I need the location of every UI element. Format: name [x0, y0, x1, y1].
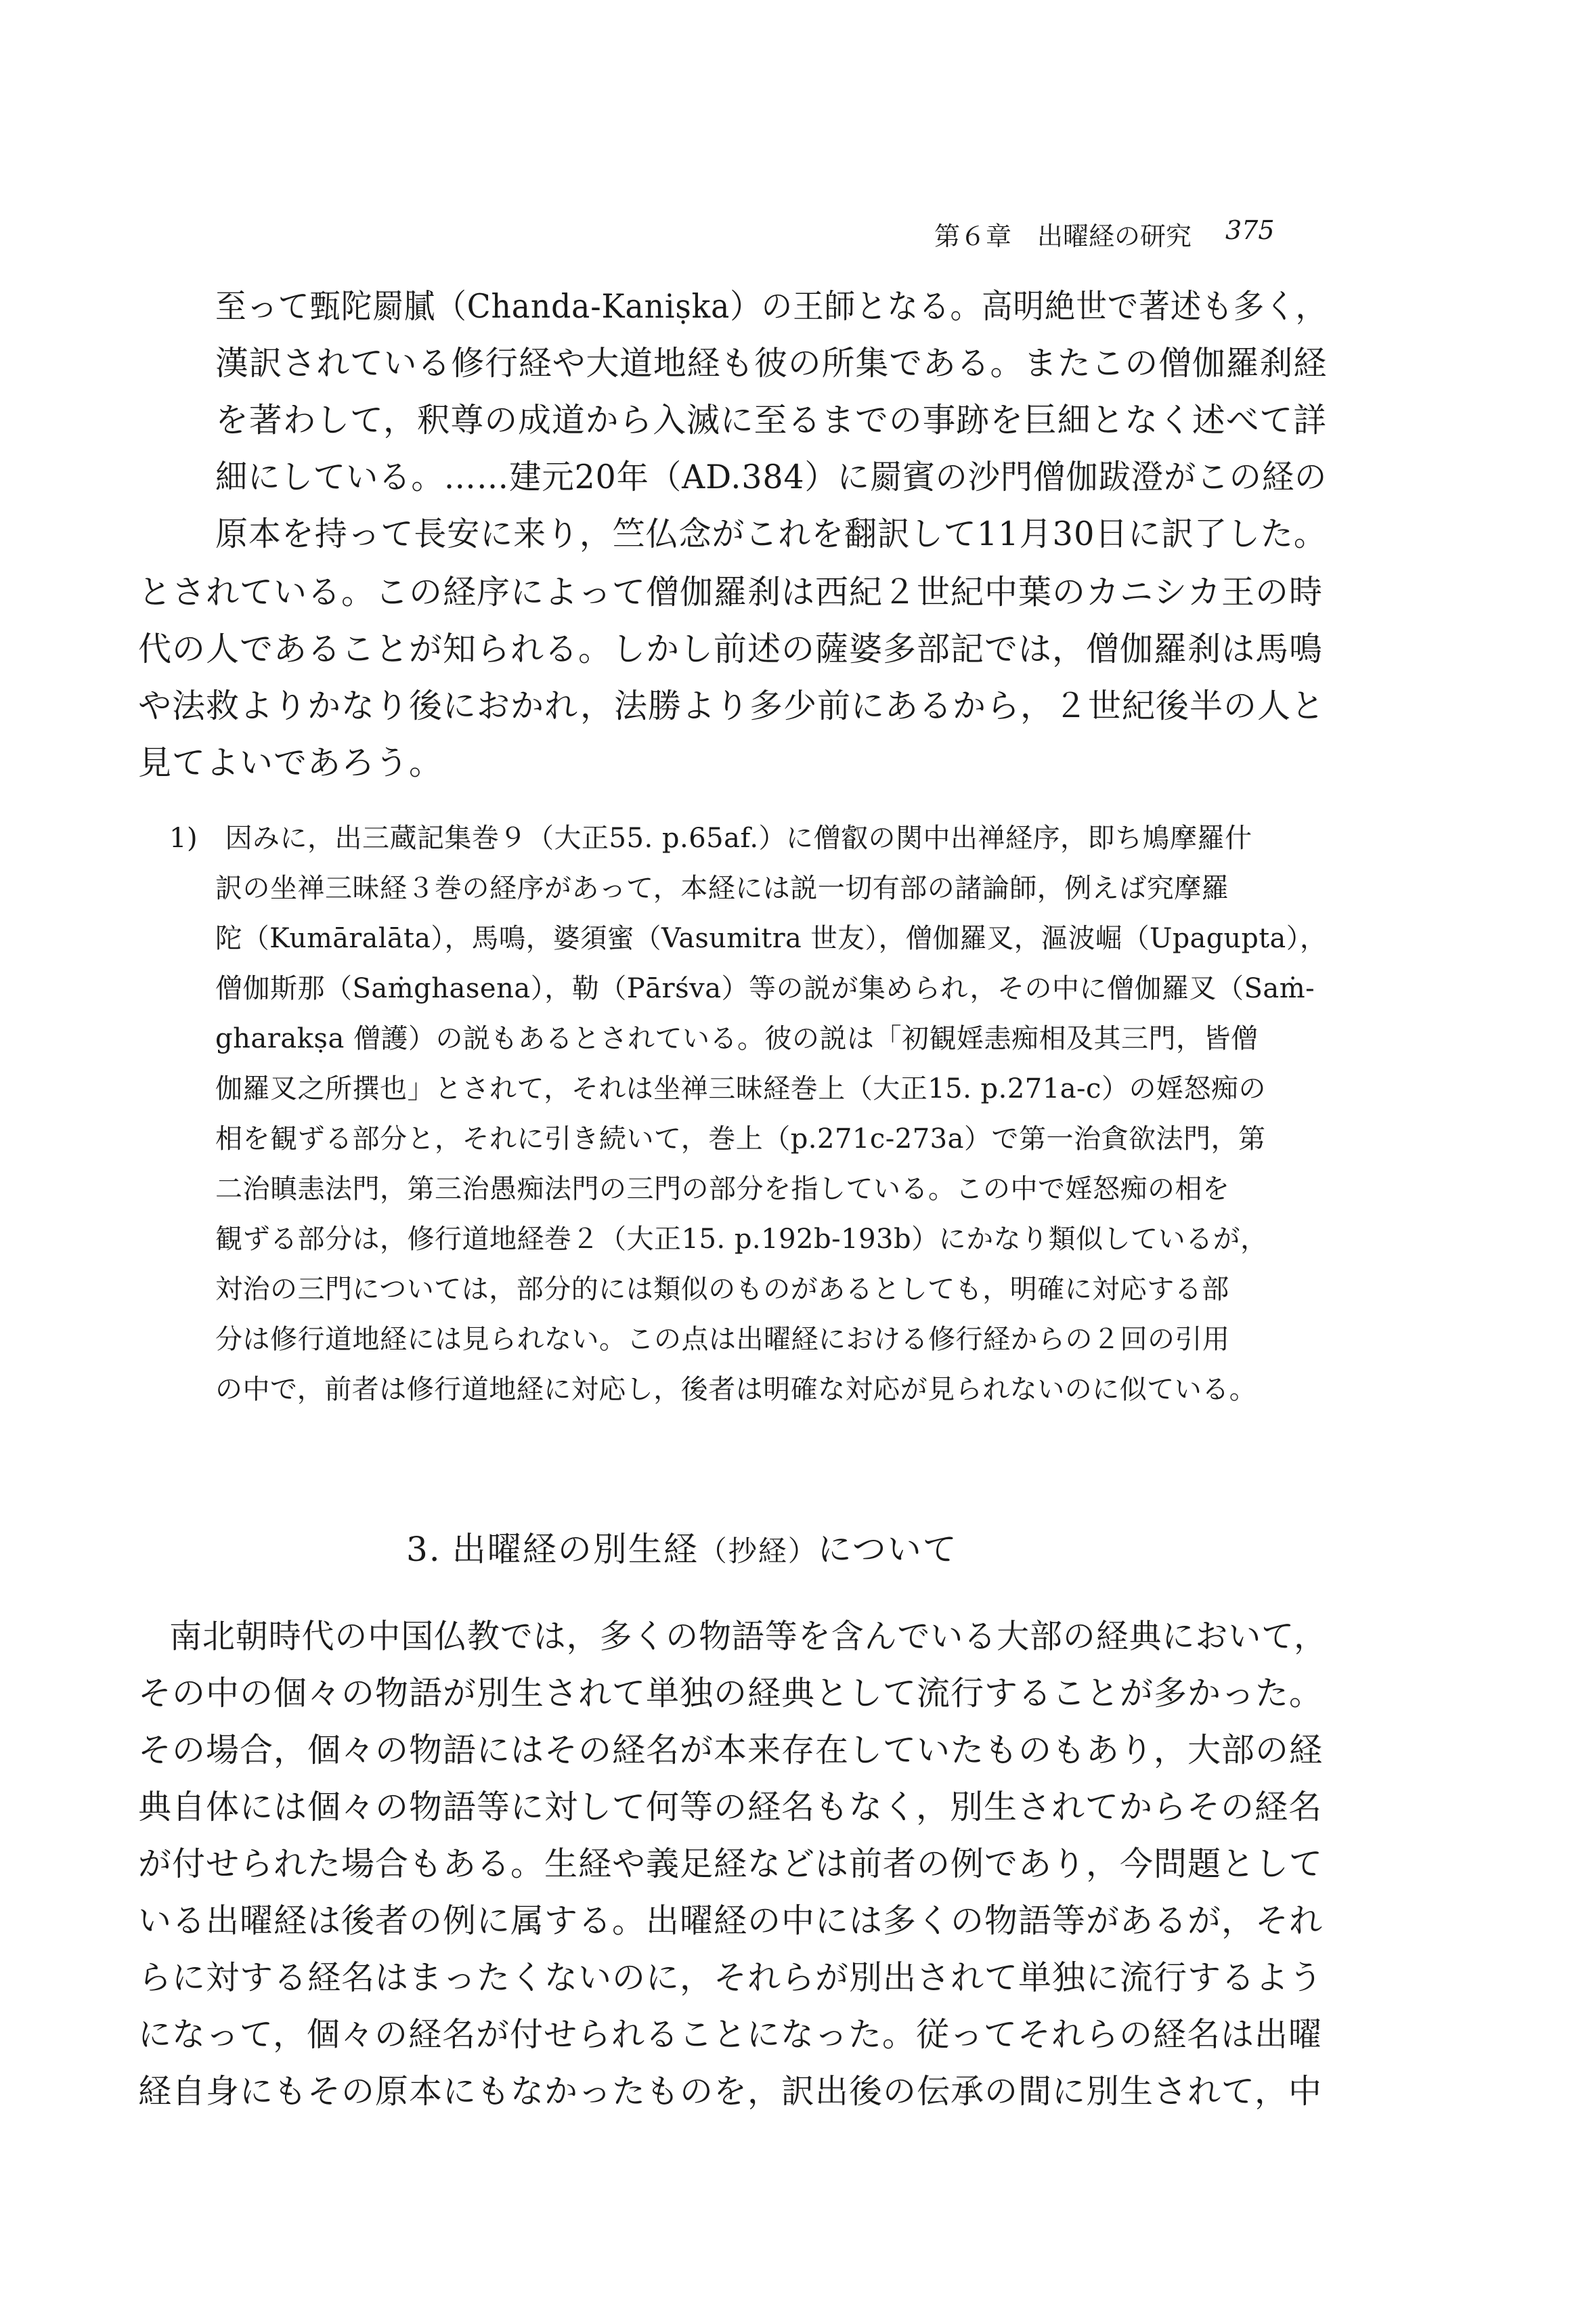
chapter-title: 第６章 出曜経の研究	[934, 221, 1192, 251]
quote-line: 至って甄陀罽膩（Chanda-Kaniṣka）の王師となる。高明絶世で著述も多く，	[215, 287, 1328, 326]
footnote-line: 相を観ずる部分と，それに引き続いて，巻上（p.271c-273a）で第一治貪欲法門，第	[215, 1123, 1266, 1155]
quote-line: 原本を持って長安に来り，竺仏念がこれを翻訳して11月30日に訳了した。	[215, 515, 1327, 553]
quote-line: 漢訳されている修行経や大道地経も彼の所集である。またこの僧伽羅刹経	[215, 344, 1328, 383]
section-heading	[406, 1522, 958, 1571]
section-suffix: について	[817, 1530, 958, 1569]
paragraph-line: 見てよいであろう。	[138, 744, 443, 782]
paragraph-line: その場合，個々の物語にはその経名が本来存在していたものもあり，大部の経	[138, 1731, 1324, 1769]
footnote-line: 二治瞋恚法門，第三治愚痴法門の三門の部分を指している。この中で婬怒痴の相を	[215, 1174, 1230, 1205]
quote-line: を著わして，釈尊の成道から入滅に至るまでの事跡を巨細となく述べて詳	[215, 401, 1328, 439]
paragraph-line: 典自体には個々の物語等に対して何等の経名もなく，別生されてからその経名	[138, 1788, 1323, 1826]
paragraph-line: が付せられた場合もある。生経や義足経などは前者の例であり，今問題として	[138, 1845, 1324, 1883]
running-header	[934, 215, 1313, 256]
footnote-line: 伽羅叉之所撰也」とされて，それは坐禅三昧経巻上（大正15. p.271a-c）の婬怒痴の	[215, 1073, 1266, 1104]
quote-line: 細にしている。……建元20年（AD.384）に罽賓の沙門僧伽跋澄がこの経の	[215, 458, 1328, 496]
paragraph-line: その中の個々の物語が別生されて単独の経典として流行することが多かった。	[138, 1674, 1324, 1713]
section-title: 出曜経の別生経	[452, 1530, 699, 1569]
footnote-line: gharakṣa 僧護）の説もあるとされている。彼の説は「初観婬恚痴相及其三門，皆僧	[215, 1023, 1259, 1054]
paragraph-line: 代の人であることが知られる。しかし前述の薩婆多部記では，僧伽羅刹は馬鳴	[138, 630, 1324, 668]
page-number: 375	[1225, 215, 1275, 245]
paragraph-line: らに対する経名はまったくないのに，それらが別出されて単独に流行するよう	[138, 1958, 1324, 1997]
paragraph-line: や法救よりかなり後におかれ，法勝より多少前にあるから，２世紀後半の人と	[138, 687, 1325, 725]
paragraph-line: いる出曜経は後者の例に属する。出曜経の中には多くの物語等があるが，それ	[138, 1901, 1324, 1940]
footnote-line: 観ずる部分は，修行道地経巻２（大正15. p.192b-193b）にかなり類似しているが，	[215, 1224, 1268, 1255]
paragraph-line: 経自身にもその原本にもなかったものを，訳出後の伝承の間に別生されて，中	[138, 2072, 1323, 2111]
footnote-line: 僧伽斯那（Saṁghasena），勒（Pārśva）等の説が集められ，その中に僧伽羅叉（Saṁ-	[215, 973, 1315, 1004]
footnote-line: 対治の三門については，部分的には類似のものがあるとしても，明確に対応する部	[215, 1274, 1229, 1305]
paragraph-line: 南北朝時代の中国仏教では，多くの物語等を含んでいる大部の経典において，	[169, 1617, 1328, 1656]
footnote-line: 分は修行道地経には見られない。この点は出曜経における修行経からの２回の引用	[215, 1324, 1230, 1355]
paragraph-line: とされている。この経序によって僧伽羅刹は西紀２世紀中葉のカニシカ王の時	[138, 573, 1324, 611]
footnote-line: 訳の坐禅三昧経３巻の経序があって，本経には説一切有部の諸論師，例えば究摩羅	[215, 873, 1229, 904]
section-number: 3.	[406, 1530, 441, 1569]
section-parenthetical: （抄経）	[698, 1534, 818, 1568]
paragraph-line: になって，個々の経名が付せられることになった。従ってそれらの経名は出曜	[138, 2015, 1323, 2054]
footnote-line: の中で，前者は修行道地経に対応し，後者は明確な対応が見られないのに似ている。	[215, 1374, 1257, 1405]
footnote-line: 1) 因みに，出三蔵記集巻９（大正55. p.65af.）に僧叡の関中出禅経序，即ち鳩摩羅什	[169, 823, 1252, 854]
footnote-line: 陀（Kumāralāta），馬鳴，婆須蜜（Vasumitra 世友），僧伽羅叉，漚波崛（Upagupta），	[215, 923, 1328, 954]
